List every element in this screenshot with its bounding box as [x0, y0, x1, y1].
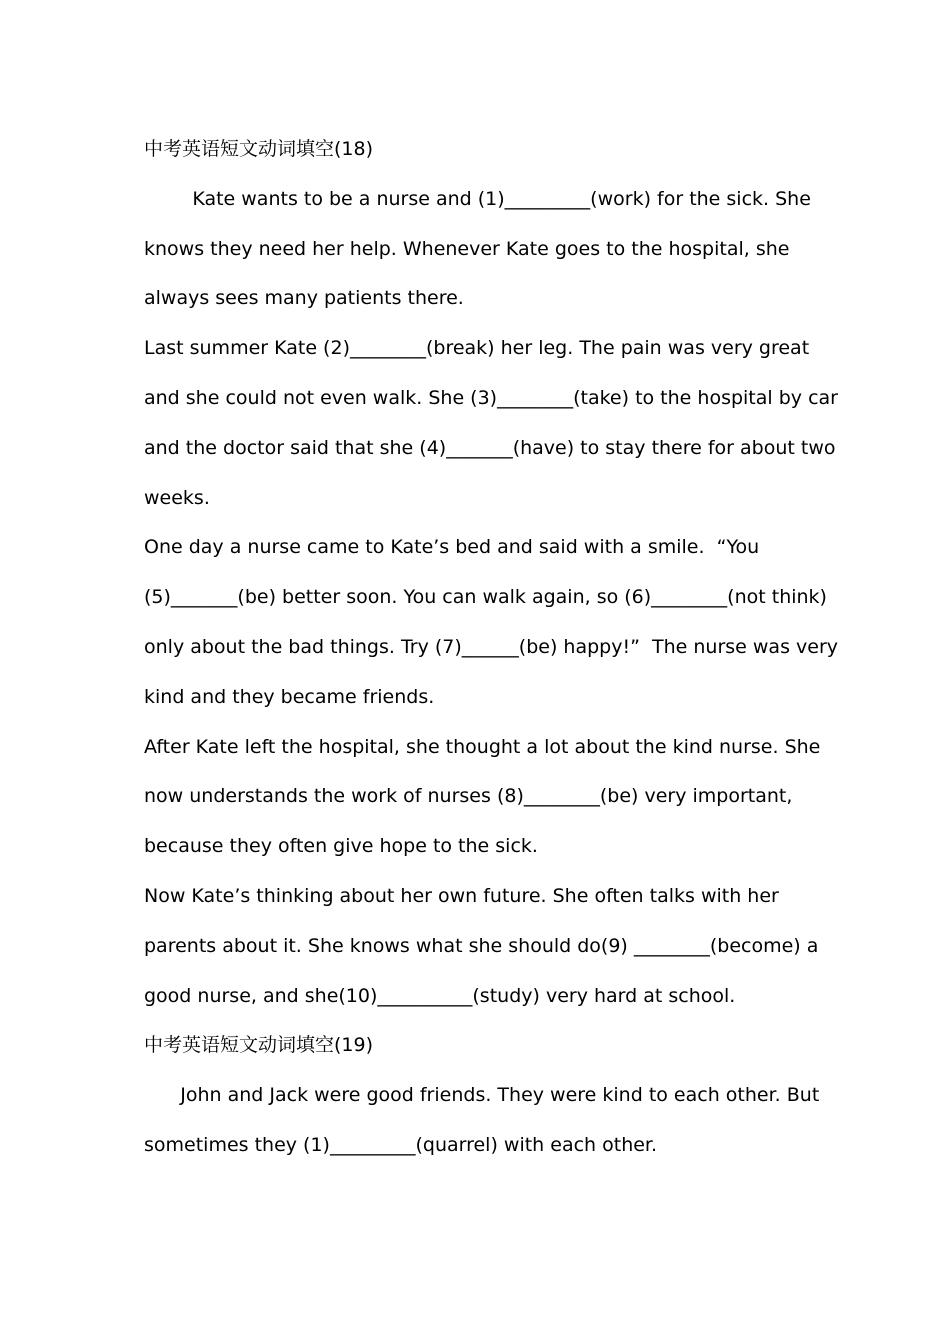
section-18-line: always sees many patients there. [144, 287, 464, 310]
section-18-line: After Kate left the hospital, she thought a lot about the kind nurse. She [144, 735, 821, 758]
section-18-line: weeks. [144, 486, 210, 509]
section-18-line: Last summer Kate (2)________(break) her leg. The pain was very great [144, 337, 810, 360]
section-18-line: parents about it. She knows what she should do(9) ________(become) a [144, 934, 819, 957]
section-19-line: John and Jack were good friends. They were kind to each other. But [144, 1084, 820, 1107]
section-18-line: now understands the work of nurses (8)________(be) very important, [144, 785, 793, 808]
section-18-line: and she could not even walk. She (3)________(take) to the hospital by car [144, 386, 838, 409]
section-19-heading: 中考英语短文动词填空(19) [144, 1034, 374, 1057]
section-18-line: good nurse, and she(10)__________(study) very hard at school. [144, 984, 736, 1007]
section-18-line: and the doctor said that she (4)_______(have) to stay there for about two [144, 436, 836, 459]
section-18-line: kind and they became friends. [144, 685, 435, 708]
section-18-line: knows they need her help. Whenever Kate goes to the hospital, she [144, 237, 790, 260]
section-19-line: sometimes they (1)_________(quarrel) with each other. [144, 1133, 658, 1156]
section-18-line: because they often give hope to the sick. [144, 835, 538, 858]
section-18-line: Now Kate’s thinking about her own future. She often talks with her [144, 884, 779, 907]
section-18-line: Kate wants to be a nurse and (1)_________(work) for the sick. She [144, 187, 811, 210]
section-18-line: (5)_______(be) better soon. You can walk again, so (6)________(not think) [144, 586, 827, 609]
section-18-line: only about the bad things. Try (7)______(be) happy!” The nurse was very [144, 635, 839, 658]
section-18-line: One day a nurse came to Kate’s bed and said with a smile. “You [144, 536, 760, 559]
document-body [144, 125, 839, 1171]
section-18-heading: 中考英语短文动词填空(18) [144, 138, 374, 160]
